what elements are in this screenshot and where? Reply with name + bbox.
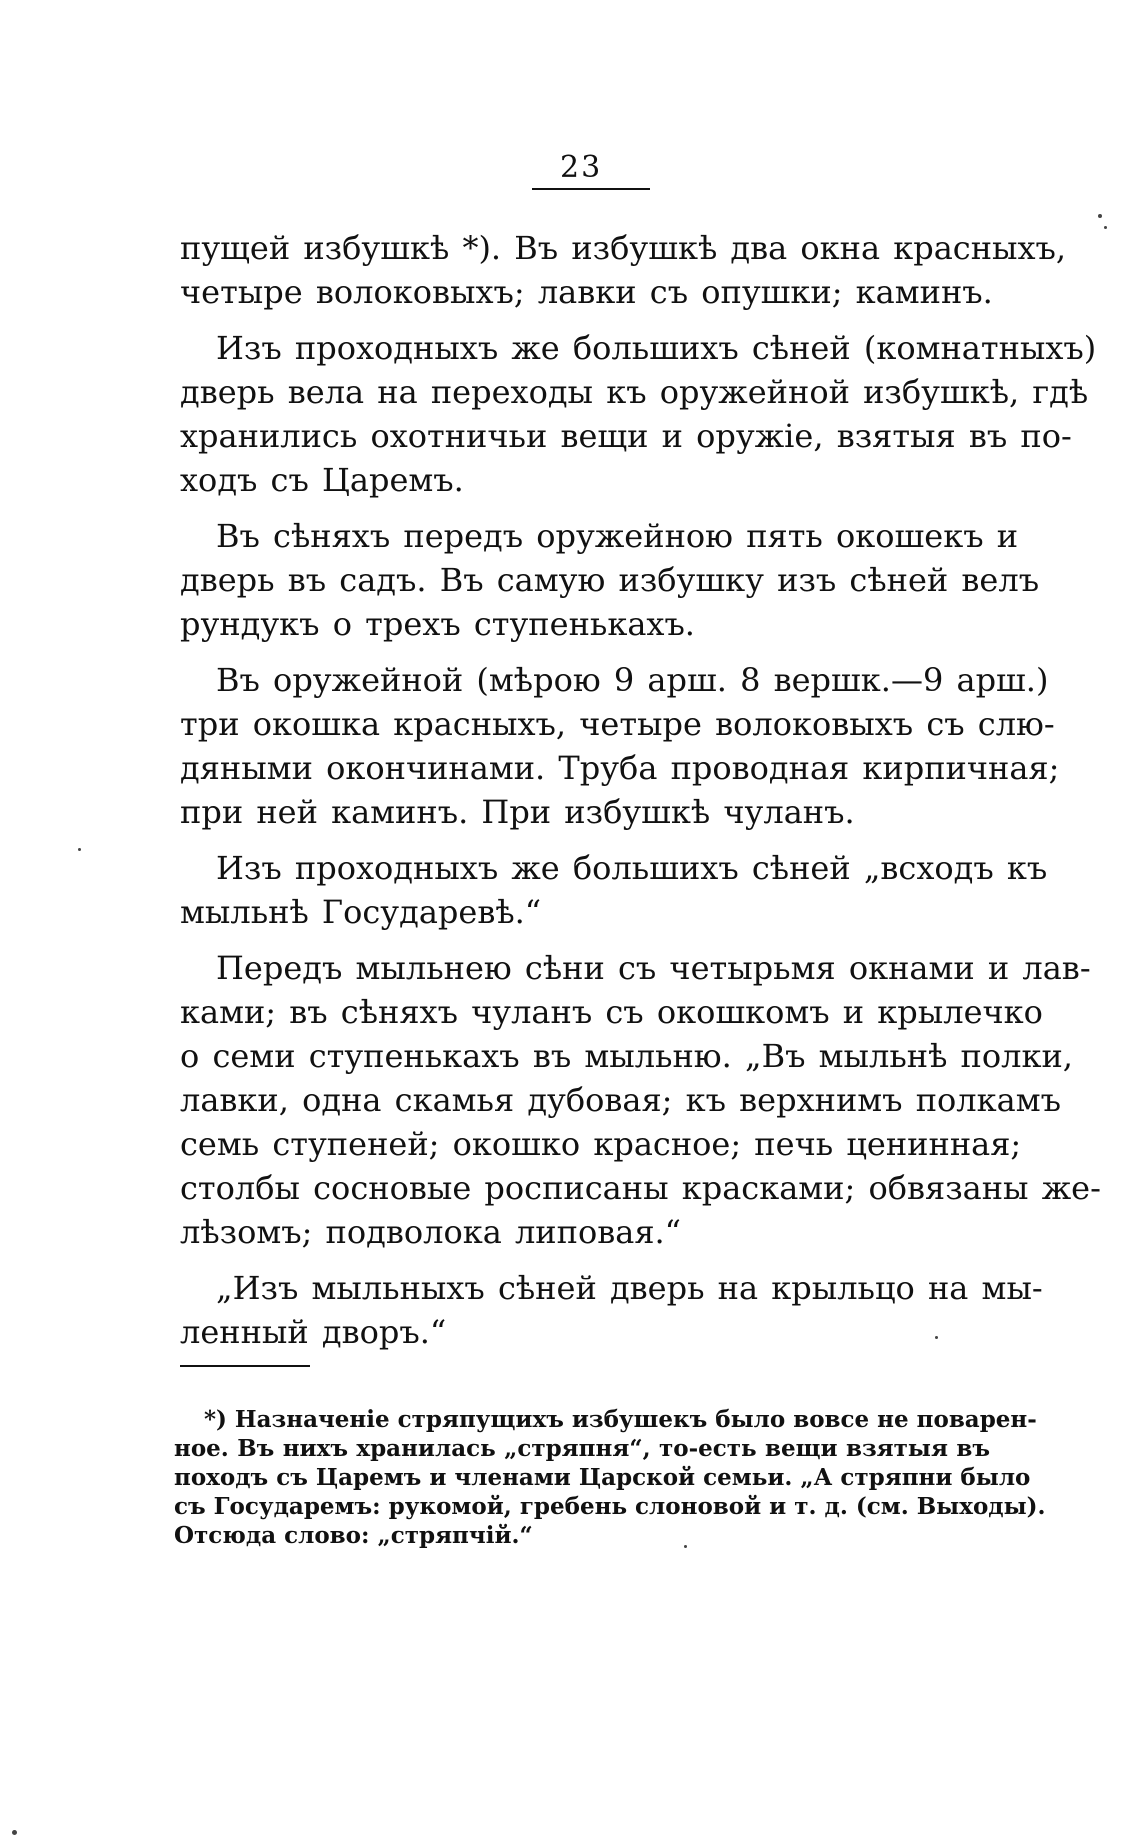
text-line: ками; въ сѣняхъ чуланъ съ окошкомъ и крылечко	[180, 993, 1043, 1031]
text-line: три окошка красныхъ, четыре волоковыхъ съ слю-	[180, 705, 1055, 743]
text-line: при ней каминъ. При избушкѣ чуланъ.	[180, 793, 855, 831]
footnote-line: походъ съ Царемъ и членами Царской семьи. „А стряпни было	[174, 1464, 1031, 1491]
text-line: ходъ съ Царемъ.	[180, 461, 464, 499]
text-line: о семи ступенькахъ въ мыльню. „Въ мыльнѣ полки,	[180, 1037, 1073, 1075]
text-line: дверь въ садъ. Въ самую избушку изъ сѣней велъ	[180, 561, 1040, 599]
paragraph	[180, 846, 1048, 934]
text-line: мыльнѣ Государевѣ.“	[180, 893, 542, 931]
text-line: семь ступеней; окошко красное; печь ценинная;	[180, 1125, 1022, 1163]
text-line: дверь вела на переходы къ оружейной избушкѣ, гдѣ	[180, 373, 1089, 411]
paragraph	[180, 658, 1060, 834]
text-line: хранились охотничьи вещи и оружіе, взятыя въ по-	[180, 417, 1072, 455]
text-line: Въ оружейной (мѣрою 9 арш. 8 вершк.—9 арш.)	[216, 661, 1049, 699]
footnote-rule	[180, 1365, 310, 1367]
header-rule	[532, 188, 650, 190]
paragraph	[180, 946, 1101, 1254]
text-line: Въ сѣняхъ передъ оружейною пять окошекъ и	[216, 517, 1019, 555]
footnote	[174, 1405, 1046, 1550]
text-line: четыре волоковыхъ; лавки съ опушки; каминъ.	[180, 273, 993, 311]
text-line: ленный дворъ.“	[180, 1313, 447, 1351]
print-speck	[684, 1545, 687, 1548]
footnote-line: ное. Въ нихъ хранилась „стряпня“, то-есть вещи взятыя въ	[174, 1435, 990, 1462]
text-line: Изъ проходныхъ же большихъ сѣней (комнатныхъ)	[216, 329, 1097, 367]
text-line: дяными окончинами. Труба проводная кирпичная;	[180, 749, 1060, 787]
text-line: лавки, одна скамья дубовая; къ верхнимъ полкамъ	[180, 1081, 1061, 1119]
text-line: Изъ проходныхъ же большихъ сѣней „всходъ къ	[216, 849, 1048, 887]
paragraph	[180, 326, 1097, 502]
page-number: 23	[560, 150, 603, 185]
print-speck	[1098, 214, 1102, 218]
footnote-line: Отсюда слово: „стряпчій.“	[174, 1522, 533, 1549]
print-speck	[935, 1336, 938, 1339]
footnote-line: съ Государемъ: рукомой, гребень слоновой и т. д. (см. Выходы).	[174, 1493, 1046, 1520]
print-speck	[78, 848, 81, 851]
text-line: рундукъ о трехъ ступенькахъ.	[180, 605, 695, 643]
body-text	[180, 226, 1101, 1366]
paragraph	[180, 226, 1067, 314]
text-line: Передъ мыльнею сѣни съ четырьмя окнами и лав-	[216, 949, 1091, 987]
print-speck	[12, 1830, 17, 1835]
text-line: пущей избушкѣ *). Въ избушкѣ два окна красныхъ,	[180, 229, 1067, 267]
text-line: столбы сосновые росписаны красками; обвязаны же-	[180, 1169, 1101, 1207]
print-speck	[1104, 226, 1107, 229]
footnote-line: *) Назначеніе стряпущихъ избушекъ было вовсе не поварен-	[204, 1406, 1037, 1433]
text-line: „Изъ мыльныхъ сѣней дверь на крыльцо на мы-	[216, 1269, 1043, 1307]
paragraph	[180, 514, 1040, 646]
paragraph	[180, 1266, 1043, 1354]
text-line: лѣзомъ; подволока липовая.“	[180, 1213, 682, 1251]
